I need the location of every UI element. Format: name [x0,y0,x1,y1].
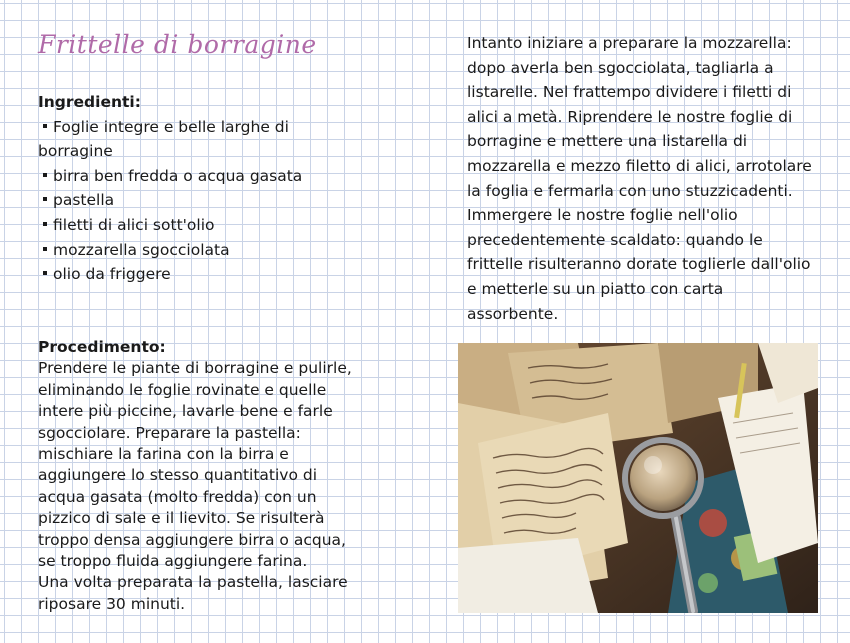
ingredients-heading: Ingredienti: [38,93,141,111]
recipe-title: Frittelle di borragine [38,30,317,59]
old-manuscripts-photo [458,343,818,613]
ingredient-item: Foglie integre e belle larghe di borragine [38,117,289,161]
procedure-continuation: Intanto iniziare a preparare la mozzarella: dopo averla ben sgocciolata, tagliarla a listarelle. Nel frattempo dividere i filetti di alici a metà. Riprendere le nostre foglie di borragine e mettere una listarella di mozzarella e mezzo filetto di alici, arrotolare la foglia e fermarla con uno stuzzicadenti. Immergere le nostre foglie nell'olio precedentemente scaldato: quando le frittelle risulteranno dorate toglierle dall'olio e metterle su un piatto con carta assorbente. [467,34,812,323]
procedure-heading: Procedimento: [38,338,166,356]
bullet-icon [43,222,47,226]
bullet-icon [43,271,47,275]
bullet-icon [43,124,47,128]
ingredient-item: birra ben fredda o acqua gasata [38,164,368,189]
bullet-icon [43,247,47,251]
procedure-section [38,337,368,615]
procedure-text: Prendere le piante di borragine e pulirle, eliminando le foglie rovinate e quelle intere più piccine, lavarle bene e farle sgocciolare. Preparare la pastella: mischiare la farina con la birra e aggiungere lo stesso quantitativo di acqua gasata (molto fredda) con un pizzico di sale e il lievito. Se risulterà troppo densa aggiungere birra o acqua, se troppo fluida aggiungere farina. [38,359,352,571]
photo-illustration [458,343,818,613]
bullet-icon [43,197,47,201]
procedure-rest-text: Una volta preparata la pastella, lasciare riposare 30 minuti. [38,573,348,613]
ingredients-list [38,115,368,287]
ingredients-section [38,90,368,287]
ingredient-item: filetti di alici sott'olio [38,213,368,238]
ingredient-item: olio da friggere [38,262,368,287]
ingredient-item: pastella [38,188,368,213]
bullet-icon [43,173,47,177]
ingredient-item: mozzarella sgocciolata [38,238,368,263]
